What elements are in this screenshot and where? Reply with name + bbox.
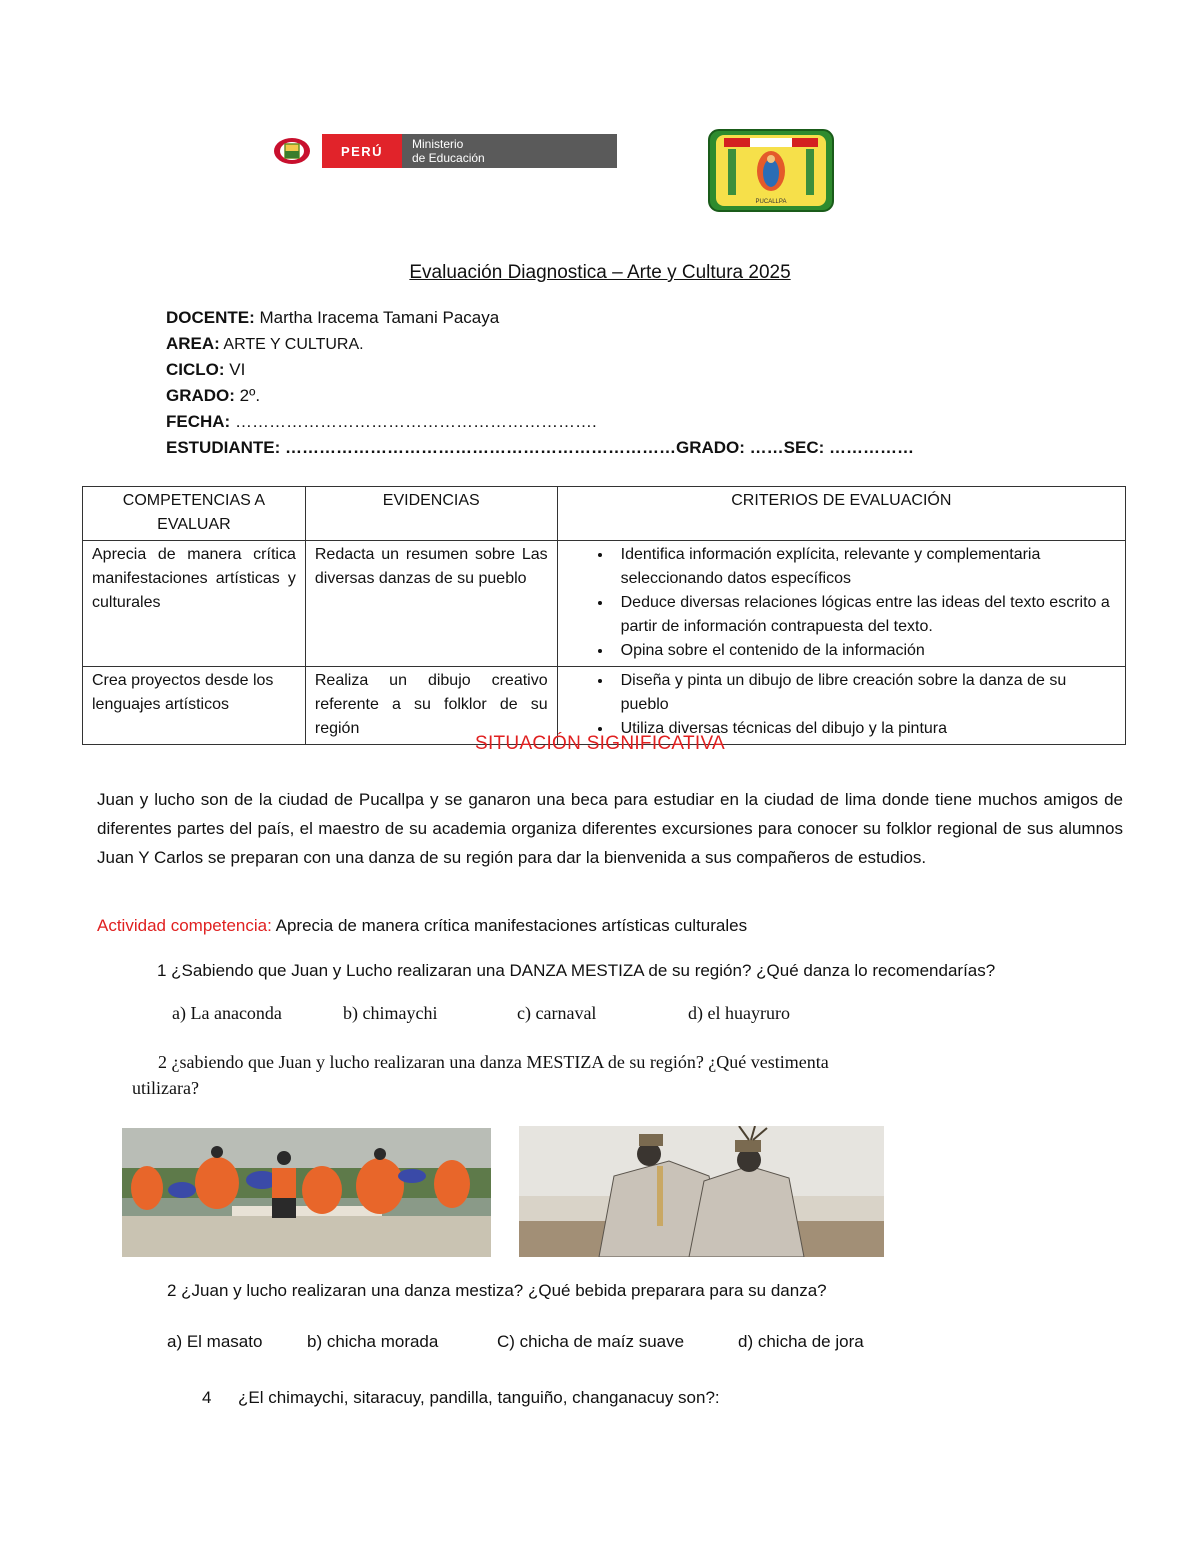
q1-option-c: c) carnaval xyxy=(517,1003,597,1023)
estudiante-line: ESTUDIANTE: ……………………………………………………………GRADO: ……SEC: …………… xyxy=(166,438,915,457)
evidencia-cell: Redacta un resumen sobre Las diversas danzas de su pueblo xyxy=(305,541,557,667)
virgin-emblem-icon xyxy=(757,151,785,191)
criterios-cell xyxy=(557,541,1125,667)
q1-option-b: b) chimaychi xyxy=(343,1003,438,1023)
q1-option-d: d) el huayruro xyxy=(688,1003,790,1023)
criterio-item: • Identifica información explícita, relevante y complementaria seleccionando datos específicos xyxy=(613,543,1116,591)
q1-option-a: a) La anaconda xyxy=(172,1003,282,1023)
q2b-option-d: d) chicha de jora xyxy=(738,1332,864,1351)
svg-text:Ministerio: Ministerio xyxy=(412,137,464,151)
fecha-line: FECHA: ………………………………………………………. xyxy=(166,412,597,431)
activity-text: Aprecia de manera crítica manifestaciones artísticas culturales xyxy=(271,916,748,935)
question-2a-line2: utilizara? xyxy=(132,1078,199,1098)
document-title: Evaluación Diagnostica – Arte y Cultura 2025 xyxy=(409,262,791,283)
area-line: AREA: ARTE Y CULTURA. xyxy=(166,334,364,353)
column-header: CRITERIOS DE EVALUACIÓN xyxy=(557,487,1125,541)
question-1: 1 ¿Sabiendo que Juan y Lucho realizaran una DANZA MESTIZA de su región? ¿Qué danza lo recomendarías? xyxy=(157,961,996,980)
dance-photo-group xyxy=(122,1128,491,1257)
peru-coat-of-arms-icon xyxy=(274,138,310,164)
situacion-title: SITUACIÓN SIGNIFICATIVA xyxy=(474,733,726,754)
competencia-cell: Aprecia de manera crítica manifestaciones artísticas y culturales xyxy=(83,541,306,667)
competencia-cell: Crea proyectos desde los lenguajes artísticos xyxy=(83,667,306,745)
ciclo-line: CICLO: VI xyxy=(166,360,246,379)
q2b-option-c: C) chicha de maíz suave xyxy=(497,1332,685,1351)
svg-text:de Educación: de Educación xyxy=(412,151,485,165)
column-header: COMPETENCIAS A EVALUAR xyxy=(83,487,306,541)
activity-label: Actividad competencia: xyxy=(97,916,272,935)
criterio-item: • Deduce diversas relaciones lógicas entre las ideas del texto escrito a partir de información contrapuesta del texto. xyxy=(613,591,1116,639)
question-4: ¿El chimaychi, sitaracuy, pandilla, tanguiño, changanacuy son?: xyxy=(238,1388,720,1407)
mestizo-costume-photo xyxy=(519,1126,884,1257)
competencies-table xyxy=(82,486,1126,745)
criterio-item: • Opina sobre el contenido de la información xyxy=(613,639,1116,663)
column-header: EVIDENCIAS xyxy=(305,487,557,541)
school-emblem-logo xyxy=(708,129,834,212)
activity-line xyxy=(97,916,747,936)
table-row xyxy=(83,541,1126,667)
criterio-item: • Diseña y pinta un dibujo de libre creación sobre la danza de su pueblo xyxy=(613,669,1116,717)
question-4-number: 4 xyxy=(202,1388,212,1407)
evidencia-cell: Realiza un dibujo creativo referente a su folklor de su región xyxy=(305,667,557,745)
question-2a-line1: 2 ¿sabiendo que Juan y lucho realizaran una danza MESTIZA de su región? ¿Qué vestimenta xyxy=(158,1052,829,1072)
svg-text:PUCALLPA: PUCALLPA xyxy=(755,199,787,205)
question-2b: 2 ¿Juan y lucho realizaran una danza mestiza? ¿Qué bebida preparara para su danza? xyxy=(167,1281,827,1300)
ministerio-educacion-logo xyxy=(270,134,617,168)
table-header-row xyxy=(83,487,1126,541)
q2b-option-a: a) El masato xyxy=(167,1332,263,1351)
situacion-paragraph: Juan y lucho son de la ciudad de Pucallpa y se ganaron una beca para estudiar en la ciudad de lima donde tiene muchos amigos de diferentes partes del país, el maestro de su academia organiza diferentes excursiones para conocer su folklor regional de sus alumnos Juan Y Carlos se preparan con una danza de su región para dar la bienvenida a sus compañeros de estudios. xyxy=(97,790,1123,867)
peru-label: PERÚ xyxy=(340,144,384,159)
q2b-option-b: b) chicha morada xyxy=(307,1332,439,1351)
criterio-item: • Utiliza diversas técnicas del dibujo y la pintura xyxy=(613,717,1116,741)
docente-line: DOCENTE: Martha Iracema Tamani Pacaya xyxy=(166,308,500,327)
grado-line: GRADO: 2º. xyxy=(166,386,261,405)
